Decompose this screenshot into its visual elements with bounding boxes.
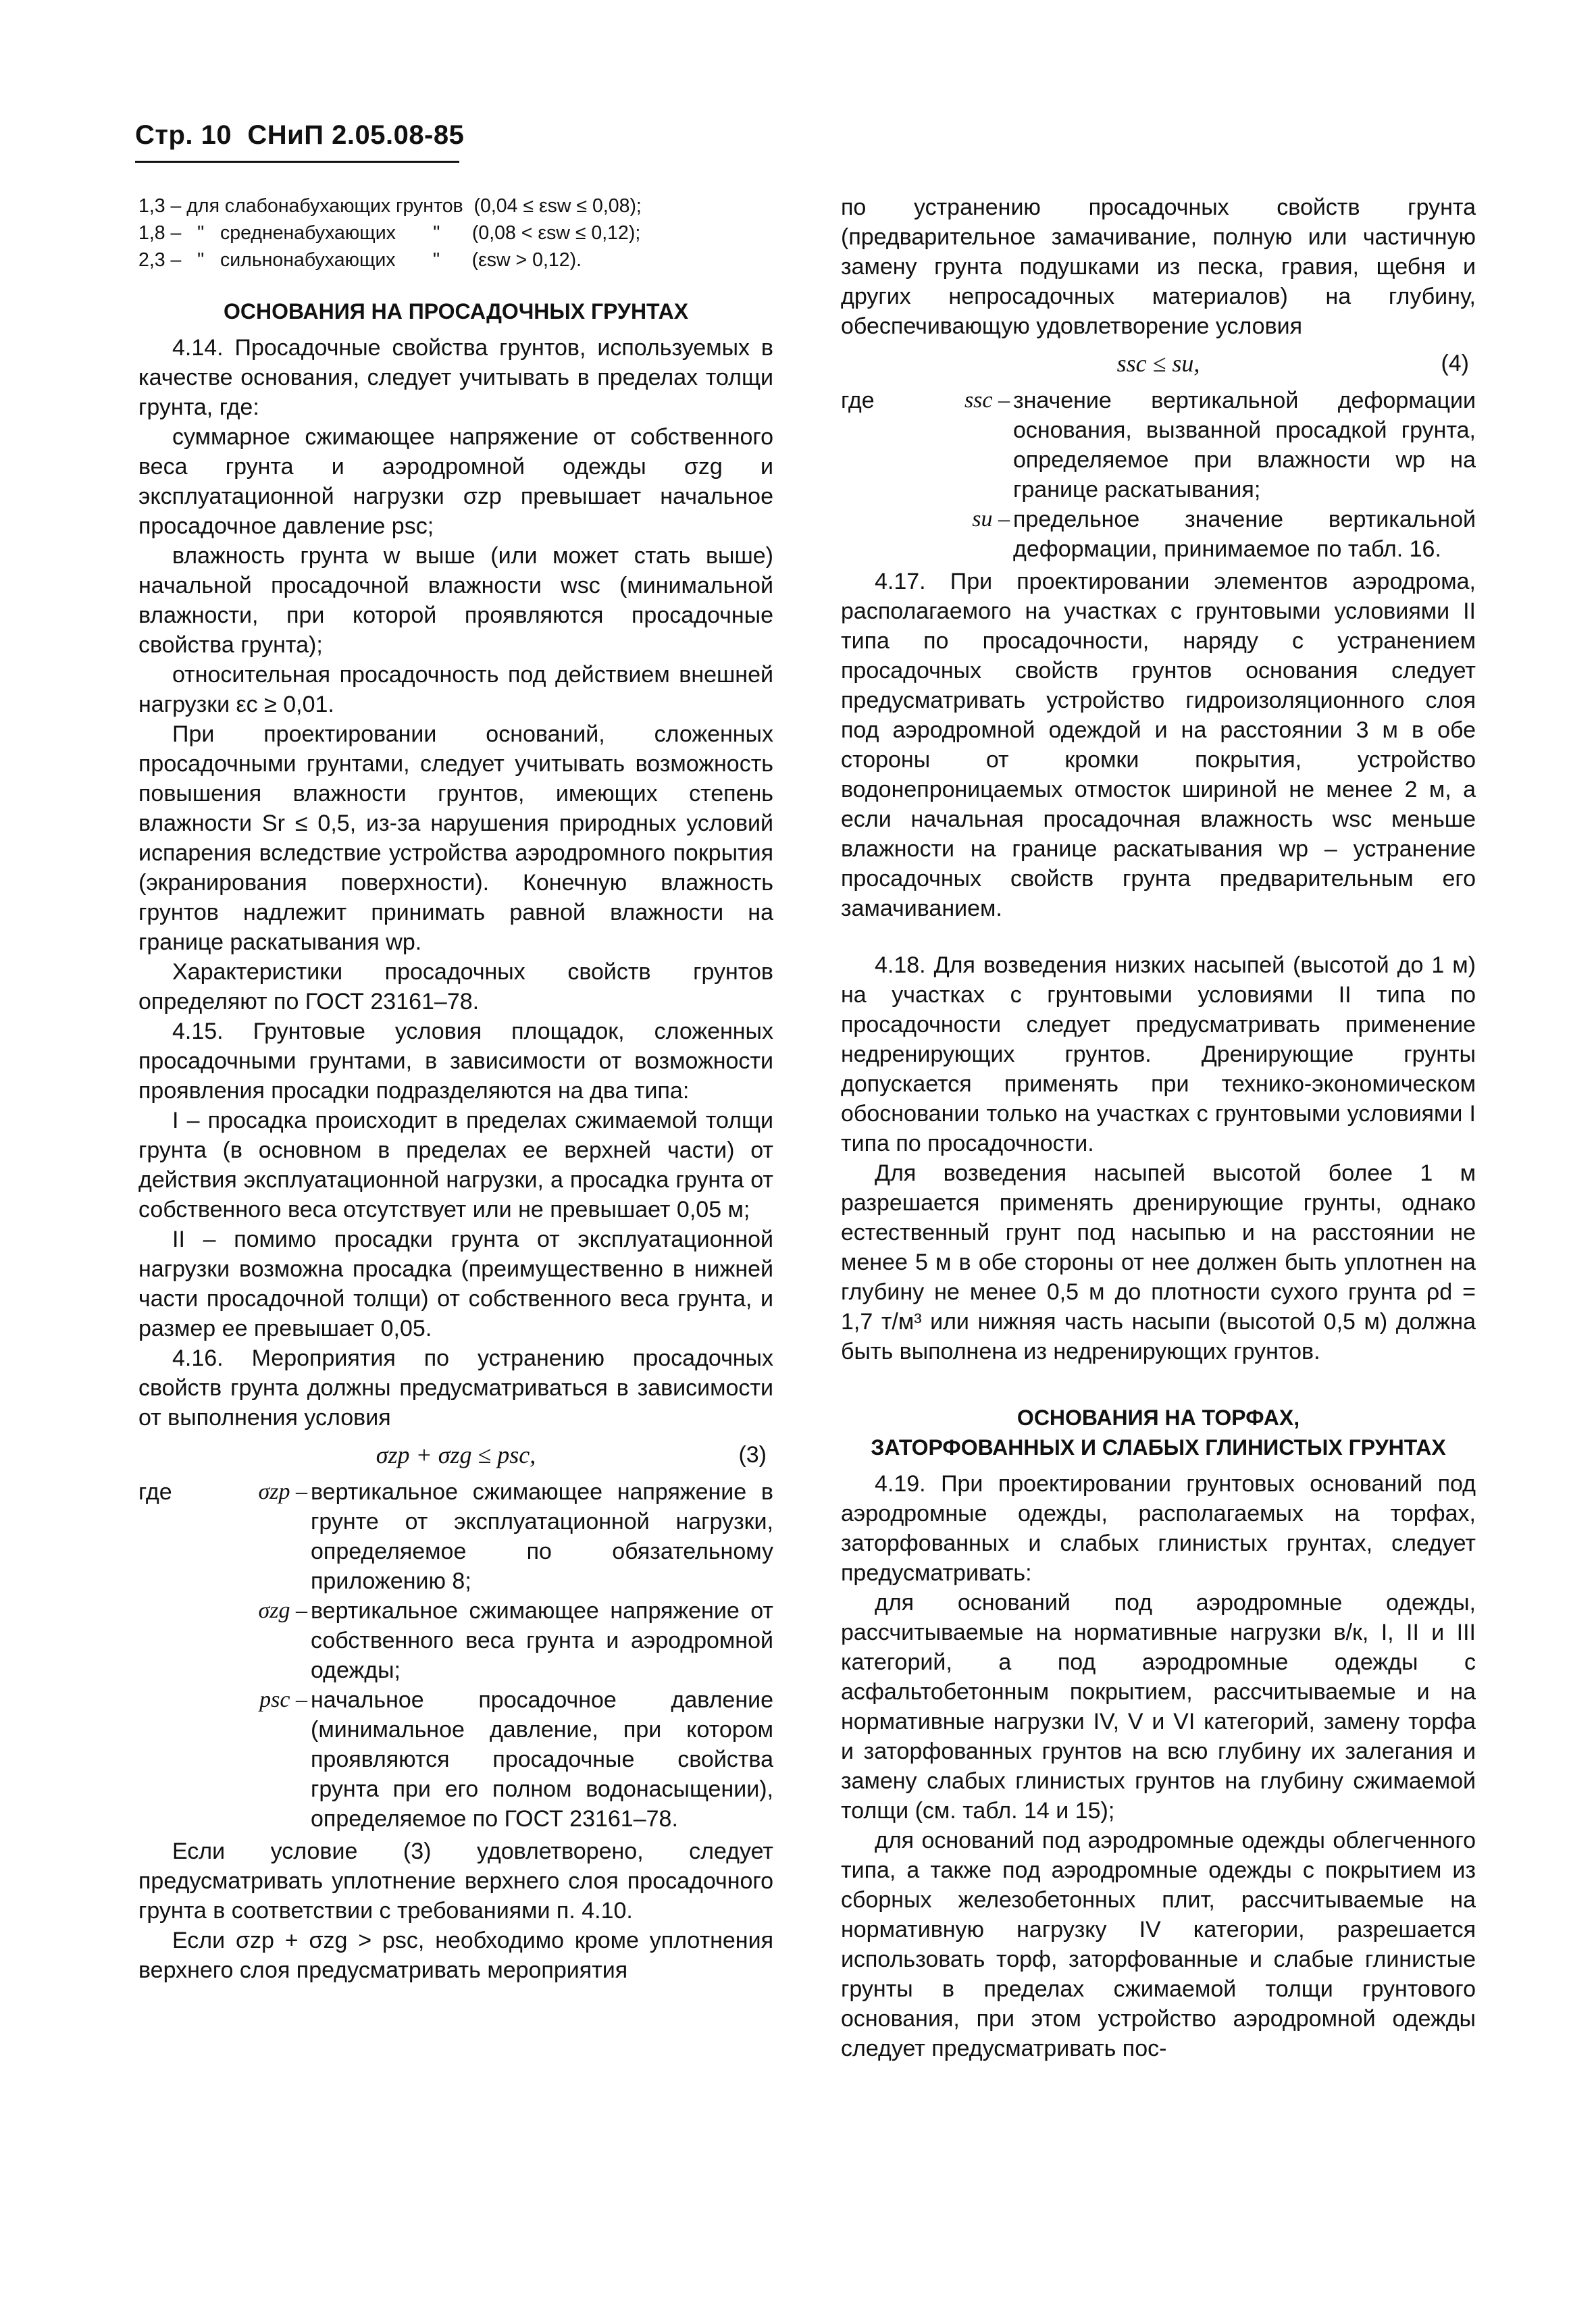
paragraph: Если условие (3) удовлетворено, следует предусматривать уплотнение верхнего слоя просадочного грунта в соответствии с требованиями п. 4.10.	[138, 1839, 773, 1924]
paragraph: I – просадка происходит в пределах сжимаемой толщи грунта (в основном в пределах ее верхней части) от действия эксплуатационной нагрузки, а просадка грунта от собственного веса отсутствует или не превышает 0,05 м;	[138, 1108, 773, 1223]
rating-row: 1,3 – для слабонабухающих грунтов (0,04 ≤ εsw ≤ 0,08);	[138, 195, 642, 217]
definition-text: предельное значение вертикальной деформации, принимаемое по табл. 16.	[1013, 507, 1476, 562]
paragraph: относительная просадочность под действием внешней нагрузки εc ≥ 0,01.	[138, 662, 773, 717]
formula-text: σzp + σzg ≤ psc,	[376, 1441, 536, 1468]
section-title-line: ЗАТОРФОВАННЫХ И СЛАБЫХ ГЛИНИСТЫХ ГРУНТАХ	[871, 1435, 1446, 1460]
page-header	[135, 120, 464, 151]
header-rule	[135, 161, 459, 163]
section-title: ОСНОВАНИЯ НА ПРОСАДОЧНЫХ ГРУНТАХ	[223, 299, 689, 324]
definition-text: значение вертикальной деформации основания, вызванной просадкой грунта, определяемое при влажности wp на границе раскатывания;	[1013, 388, 1476, 503]
definition-symbol: psc –	[259, 1687, 307, 1712]
paragraph: влажность грунта w выше (или может стать выше) начальной просадочной влажности wsc (минимальной влажности, при которой проявляются просадочные свойства грунта);	[138, 543, 773, 658]
paragraph: 4.15. Грунтовые условия площадок, сложенных просадочными грунтами, в зависимости от возможности проявления просадки подразделяются на два типа:	[138, 1019, 773, 1104]
paragraph: II – помимо просадки грунта от эксплуатационной нагрузки возможна просадка (преимущественно в нижней части просадочной толщи) от собственного веса грунта, и размер ее превышает 0,05.	[138, 1227, 773, 1341]
definition-text: вертикальное сжимающее напряжение от собственного веса грунта и аэродромной одежды;	[311, 1598, 773, 1683]
definitions	[841, 386, 1476, 564]
left-column	[138, 192, 773, 1985]
where-label: где	[138, 1479, 172, 1505]
rating-row: 2,3 – " сильнонабухающих " (εsw > 0,12).	[138, 249, 582, 271]
formula-4	[841, 345, 1476, 382]
paragraph: 4.19. При проектировании грунтовых оснований под аэродромные одежды, располагаемых на торфах, заторфованных и слабых глинистых грунтах, следует предусматривать:	[841, 1471, 1476, 1586]
definition-symbol: su –	[972, 507, 1010, 532]
paragraph: Характеристики просадочных свойств грунтов определяют по ГОСТ 23161–78.	[138, 959, 773, 1014]
document-code: СНиП 2.05.08-85	[247, 120, 465, 150]
definition-text: вертикальное сжимающее напряжение в грунте от эксплуатационной нагрузки, определяемое по обязательному приложению 8;	[311, 1479, 773, 1594]
paragraph: При проектировании оснований, сложенных просадочными грунтами, следует учитывать возможность повышения влажности грунтов, имеющих степень влажности Sr ≤ 0,5, из-за нарушения природных условий испарения вследствие устройства аэродромного покрытия (экранирования поверхности). Конечную влажность грунтов надлежит принимать равной влажности на границе раскатывания wp.	[138, 721, 773, 955]
formula-text: ssc ≤ su,	[1116, 350, 1200, 377]
definition-symbol: ssc –	[964, 388, 1010, 413]
paragraph: Если σzp + σzg > psc, необходимо кроме уплотнения верхнего слоя предусматривать мероприятия	[138, 1928, 773, 1983]
definition	[138, 1477, 773, 1596]
paragraph: 4.16. Мероприятия по устранению просадочных свойств грунта должны предусматриваться в зависимости от выполнения условия	[138, 1345, 773, 1431]
paragraph: суммарное сжимающее напряжение от собственного веса грунта и аэродромной одежды σzg и эксплуатационной нагрузки σzp превышает начальное просадочное давление psc;	[138, 424, 773, 539]
definitions	[138, 1477, 773, 1834]
paragraph: для оснований под аэродромные одежды, рассчитываемые на нормативные нагрузки в/к, I, II и III категорий, а под аэродромные одежды с асфальтобетонным покрытием, рассчитываемые и на нормативные нагрузки IV, V и VI категорий, замену торфа и заторфованных грунтов на всю глубину их залегания и замену слабых глинистых грунтов на глубину сжимаемой толщи (см. табл. 14 и 15);	[841, 1590, 1476, 1824]
paragraph: 4.18. Для возведения низких насыпей (высотой до 1 м) на участках с грунтовыми условиями II типа по просадочности следует предусматривать применение недренирующих грунтов. Дренирующие грунты допускается применять при технико-экономическом обосновании только на участках с грунтовыми условиями I типа по просадочности.	[841, 952, 1476, 1156]
definition-symbol: σzp –	[258, 1479, 307, 1504]
paragraph: Для возведения насыпей высотой более 1 м разрешается применять дренирующие грунты, однако естественный грунт под насыпью и на расстоянии не менее 5 м в обе стороны от нее должен быть уплотнен на глубину не менее 0,5 м до плотности сухого грунта ρd = 1,7 т/м³ или нижняя часть насыпи (высотой 0,5 м) должна быть выполнена из недренирующих грунтов.	[841, 1160, 1476, 1364]
paragraph: 4.17. При проектировании элементов аэродрома, располагаемого на участках с грунтовыми условиями II типа по просадочности, наряду с устранением просадочных свойств грунтов основания следует предусматривать устройство гидроизоляционного слоя под аэродромной одеждой и на расстоянии 3 м в обе стороны от кромки покрытия, устройство водонепроницаемых отмосток шириной не менее 2 м, а если начальная просадочная влажность wsc меньше влажности на границе раскатывания wp – устранение просадочных свойств грунта предварительным его замачиванием.	[841, 569, 1476, 921]
definition	[841, 386, 1476, 505]
section-title	[841, 1403, 1476, 1462]
definition	[841, 505, 1476, 564]
right-column	[841, 192, 1476, 2063]
where-label: где	[841, 388, 875, 413]
swelling-ratings	[138, 192, 773, 274]
paragraph: по устранению просадочных свойств грунта (предварительное замачивание, полную или частичную замену грунта подушками из песка, гравия, щебня и других непросадочных материалов) на глубину, обеспечивающую удовлетворение условия	[841, 195, 1476, 339]
paragraph: 4.14. Просадочные свойства грунтов, используемых в качестве основания, следует учитывать в пределах толщи грунта, где:	[138, 335, 773, 420]
formula-number: (4)	[1441, 351, 1469, 376]
page-number: Стр. 10	[135, 120, 232, 150]
paragraph: для оснований под аэродромные одежды облегченного типа, а также под аэродромные одежды с покрытием из сборных железобетонных плит, рассчитываемые на нормативную нагрузку IV категории, разрешается использовать торф, заторфованные и слабые глинистые грунты в пределах сжимаемой толщи грунтового основания, при этом устройство аэродромной одежды следует предусматривать пос-	[841, 1828, 1476, 2061]
formula-number: (3)	[738, 1442, 767, 1468]
formula-3	[138, 1437, 773, 1473]
section-title-line: ОСНОВАНИЯ НА ТОРФАХ,	[1016, 1406, 1300, 1430]
definition	[138, 1596, 773, 1685]
definition-text: начальное просадочное давление (минимальное давление, при котором проявляются просадочные свойства грунта при его полном водонасыщении), определяемое по ГОСТ 23161–78.	[311, 1687, 773, 1832]
definition-symbol: σzg –	[258, 1598, 307, 1623]
rating-row: 1,8 – " средненабухающих " (0,08 < εsw ≤ 0,12);	[138, 222, 641, 244]
definition	[138, 1685, 773, 1834]
